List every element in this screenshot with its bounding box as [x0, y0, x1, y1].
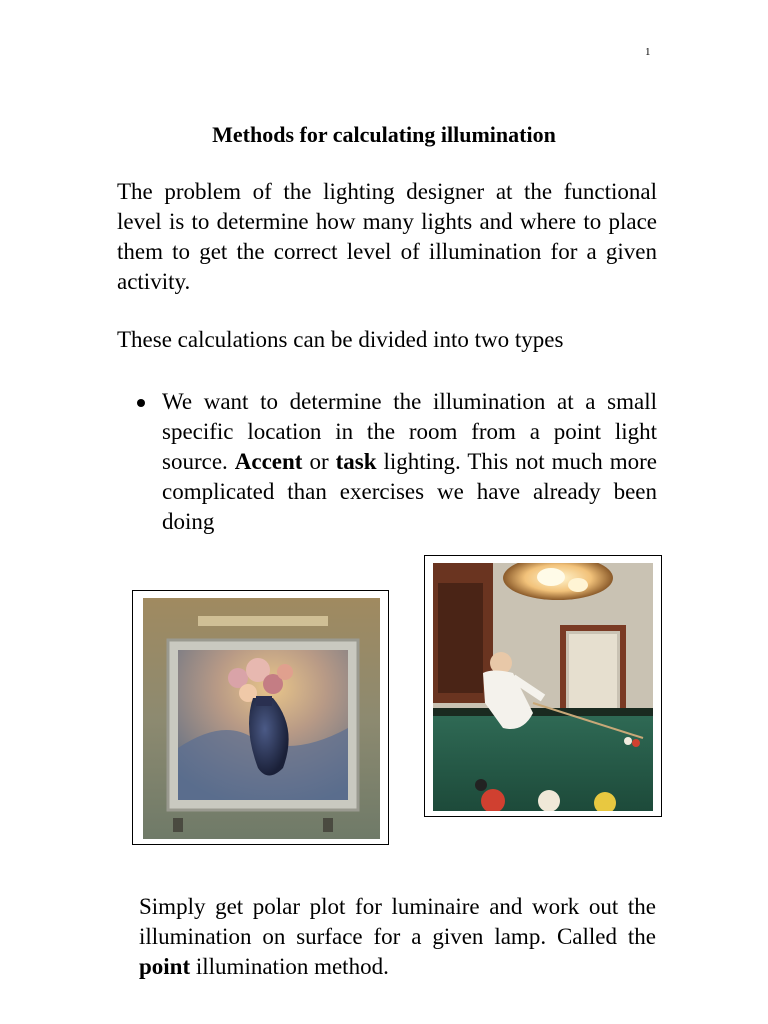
task-term: task	[335, 449, 377, 474]
page-number: 1	[645, 46, 651, 58]
accent-term: Accent	[234, 449, 303, 474]
types-paragraph: These calculations can be divided into two types	[117, 327, 564, 352]
bullet-icon	[137, 399, 145, 407]
closing-text-part1: Simply get polar plot for luminaire and work out the illumination on surface for a given lamp. Called the	[139, 894, 656, 949]
closing-paragraph	[139, 892, 656, 982]
closing-text-part2: illumination method.	[190, 954, 389, 979]
bullet-text-or: or	[302, 449, 336, 474]
billiards-photo-frame	[424, 555, 662, 817]
task-lit-billiards-image	[433, 563, 653, 811]
page-title: Methods for calculating illumination	[212, 122, 556, 147]
accent-lit-painting-image	[143, 598, 380, 839]
painting-photo-frame	[132, 590, 389, 845]
list-item	[117, 387, 657, 537]
bullet-text-part2: lighting. This not much more complicated than exercises we have already been doing	[162, 449, 657, 534]
bullet-text-part1: We want to determine the illumination at a small specific location in the room from a point light source.	[162, 389, 657, 474]
point-term: point	[139, 954, 191, 979]
intro-paragraph: The problem of the lighting designer at the functional level is to determine how many lights and where to place them to get the correct level of illumination for a given activity.	[117, 179, 657, 294]
calculation-types-list	[117, 387, 657, 537]
